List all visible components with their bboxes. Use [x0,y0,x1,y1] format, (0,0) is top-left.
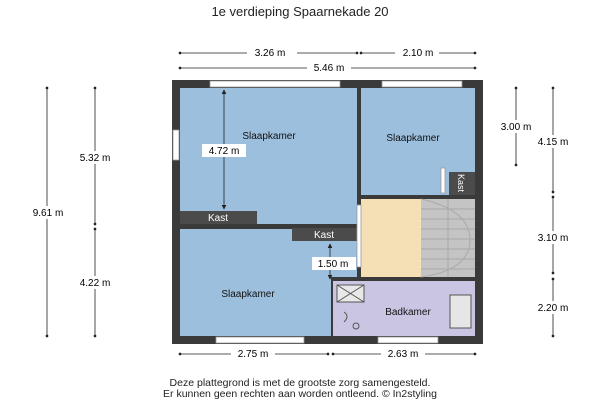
room-label-bathroom: Badkamer [385,307,431,318]
dimension-top-left: 3.26 m [254,48,286,59]
room-hall [361,199,421,277]
dimension-left-lower: 4.22 m [79,278,111,289]
window-bottom-right [378,337,438,343]
closet-label-left: Kast [207,213,229,224]
closet-label-right: Kast [456,173,466,193]
window-bottom-left [216,337,304,343]
dimension-right-lower: 2.20 m [537,303,569,314]
dimension-top-right: 2.10 m [402,48,434,59]
page-title: 1e verdieping Spaarnekade 20 [211,4,389,19]
window-top-right [382,81,462,87]
door-closet [441,168,445,193]
dimension-left-total: 9.61 m [32,208,64,219]
bathtub [450,295,471,328]
room-label-bedroom-top-right: Slaapkamer [386,133,440,144]
closet-label-middle: Kast [313,230,335,241]
footer-line-1: Deze plattegrond is met de grootste zorg samengesteld. [169,377,431,389]
room-label-bedroom-bottom-left: Slaapkamer [221,289,275,300]
dimension-top-total: 5.46 m [313,63,345,74]
room-label-bedroom-top-left: Slaapkamer [242,131,296,142]
dimension-right-upper: 4.15 m [537,137,569,148]
door-hall [357,205,361,267]
dimension-right-middle: 3.10 m [537,233,569,244]
dimension-bottom-left: 2.75 m [237,349,269,360]
dimension-inner-hall: 1.50 m [317,259,349,270]
dimension-left-upper: 5.32 m [79,153,111,164]
dimension-inner-bedroom: 4.72 m [208,146,240,157]
window-top-left [210,81,340,87]
window-left [173,130,179,160]
dimension-bottom-right: 2.63 m [387,349,419,360]
footer-line-2: Er kunnen geen rechten aan worden ontleend. © In2styling [163,388,437,400]
dimension-right-bedroom: 3.00 m [500,122,532,133]
